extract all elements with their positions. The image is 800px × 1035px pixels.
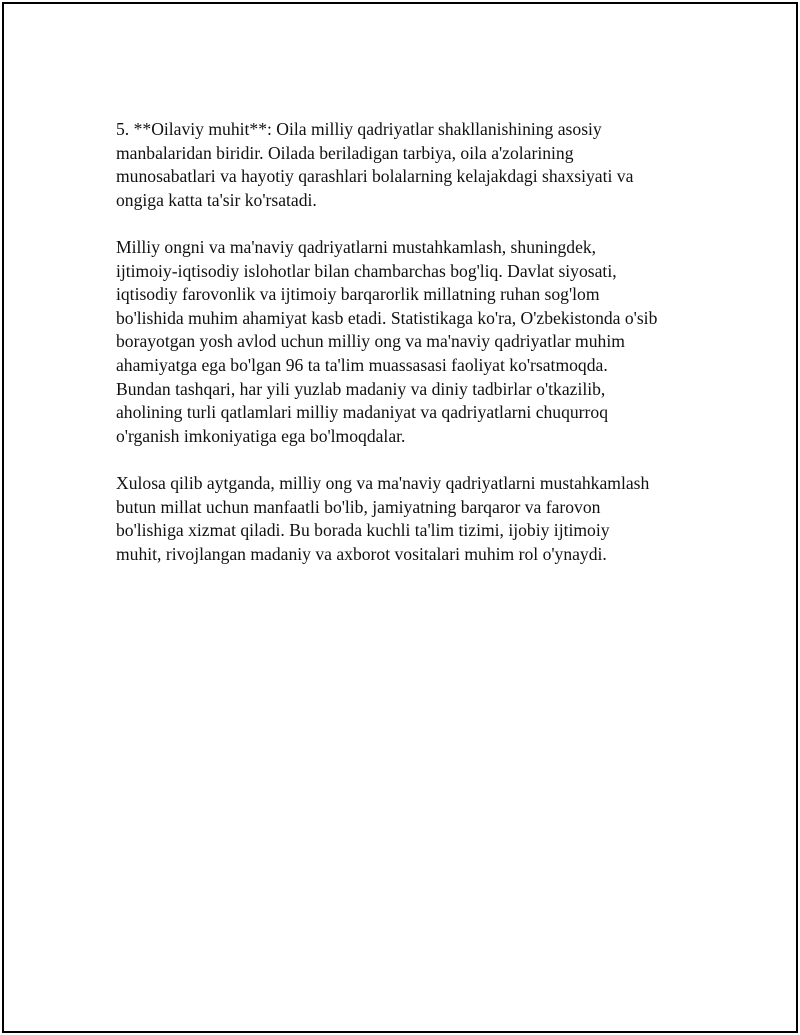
- paragraph-conclusion: [116, 472, 696, 566]
- text-line: munosabatlari va hayotiy qarashlari bolalarning kelajakdagi shaxsiyati va: [116, 166, 634, 187]
- text-line: muhit, rivojlangan madaniy va axborot vositalari muhim rol o'ynaydi.: [116, 543, 607, 564]
- paragraph-national-consciousness: [116, 236, 696, 448]
- paragraph-family-environment: [116, 118, 696, 212]
- text-line: Bundan tashqari, har yili yuzlab madaniy va diniy tadbirlar o'tkazilib,: [116, 378, 606, 399]
- text-line: Xulosa qilib aytganda, milliy ong va ma'naviy qadriyatlarni mustahkamlash: [116, 472, 650, 493]
- text-line: ahamiyatga ega bo'lgan 96 ta ta'lim muassasasi faoliyat ko'rsatmoqda.: [116, 354, 608, 375]
- text-line: butun millat uchun manfaatli bo'lib, jamiyatning barqaror va farovon: [116, 496, 601, 517]
- text-line: Milliy ongni va ma'naviy qadriyatlarni mustahkamlash, shuningdek,: [116, 236, 597, 257]
- text-line: o'rganish imkoniyatiga ega bo'lmoqdalar.: [116, 425, 406, 446]
- text-line: iqtisodiy farovonlik va ijtimoiy barqarorlik millatning ruhan sog'lom: [116, 284, 600, 305]
- text-line: manbalaridan biridir. Oilada beriladigan tarbiya, oila a'zolarining: [116, 142, 574, 163]
- document-body: [116, 118, 696, 590]
- text-line: bo'lishida muhim ahamiyat kasb etadi. Statistikaga ko'ra, O'zbekistonda o'sib: [116, 307, 658, 328]
- text-line: 5. **Oilaviy muhit**: Oila milliy qadriyatlar shakllanishining asosiy: [116, 119, 602, 139]
- text-line: ijtimoiy-iqtisodiy islohotlar bilan chambarchas bog'liq. Davlat siyosati,: [116, 260, 617, 281]
- text-line: ongiga katta ta'sir ko'rsatadi.: [116, 189, 317, 210]
- text-line: bo'lishiga xizmat qiladi. Bu borada kuchli ta'lim tizimi, ijobiy ijtimoiy: [116, 520, 610, 541]
- text-line: borayotgan yosh avlod uchun milliy ong va ma'naviy qadriyatlar muhim: [116, 331, 625, 352]
- text-line: aholining turli qatlamlari milliy madaniyat va qadriyatlarni chuqurroq: [116, 402, 608, 423]
